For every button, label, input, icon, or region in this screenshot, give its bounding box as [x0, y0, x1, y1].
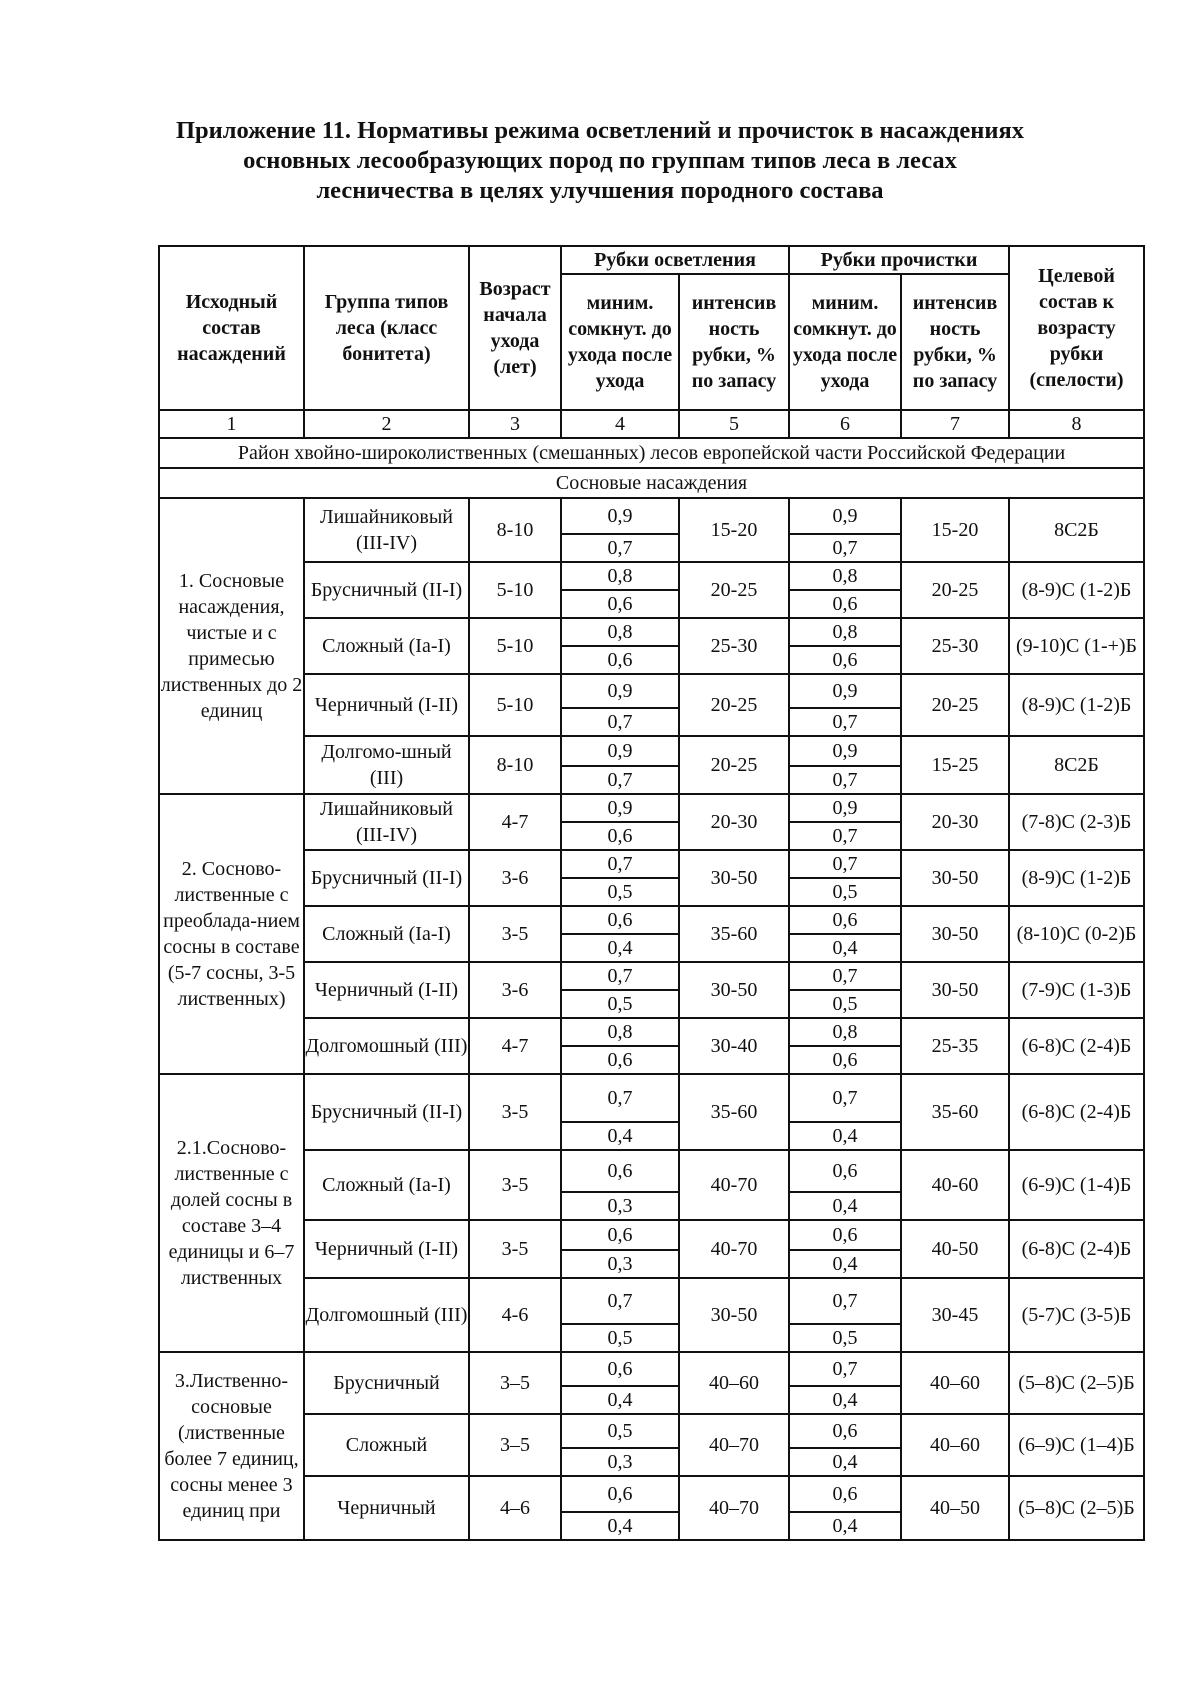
table-row: [159, 1018, 1144, 1046]
lighting-density-before: 0,9: [561, 674, 679, 708]
forest-type-cell: Лишайниковый (III-IV): [304, 794, 469, 850]
table-header: [159, 246, 1144, 438]
forest-type-cell: Черничный (I-II): [304, 962, 469, 1018]
document-title: [120, 116, 1080, 206]
lighting-density-before: 0,7: [561, 850, 679, 878]
cleaning-density-before: 0,8: [789, 562, 901, 590]
header-lighting-density: миним. сомкнут. до ухода после ухода: [561, 274, 679, 410]
cleaning-density-before: 0,7: [789, 850, 901, 878]
table-row: [159, 1150, 1144, 1192]
header-initial-composition: Исходный состав насаждений: [159, 246, 304, 410]
table-row: [159, 962, 1144, 990]
cleaning-density-after: 0,4: [789, 1512, 901, 1540]
forest-type-cell: Сложный (Iа-I): [304, 1150, 469, 1220]
cleaning-intensity-cell: 20-25: [901, 562, 1009, 618]
lighting-density-after: 0,7: [561, 534, 679, 562]
cleaning-density-before: 0,7: [789, 1074, 901, 1122]
lighting-intensity-cell: 40-70: [679, 1220, 789, 1278]
column-number: 5: [679, 410, 789, 438]
lighting-density-after: 0,3: [561, 1250, 679, 1278]
target-composition-cell: (6-8)С (2-4)Б: [1009, 1220, 1144, 1278]
lighting-intensity-cell: 20-25: [679, 736, 789, 794]
target-composition-cell: (8-10)С (0-2)Б: [1009, 906, 1144, 962]
table-row: [159, 618, 1144, 646]
column-number-row: [159, 410, 1144, 438]
title-line: основных лесообразующих пород по группам типов леса в лесах: [243, 147, 957, 174]
forest-type-cell: Сложный (Iа-I): [304, 906, 469, 962]
cleaning-intensity-cell: 15-20: [901, 498, 1009, 562]
cleaning-density-after: 0,7: [789, 708, 901, 736]
cleaning-intensity-cell: 25-30: [901, 618, 1009, 674]
lighting-density-after: 0,5: [561, 1324, 679, 1352]
start-age-cell: 3–5: [469, 1414, 561, 1476]
cleaning-density-after: 0,6: [789, 646, 901, 674]
table-row: [159, 1220, 1144, 1250]
table-row: [159, 1476, 1144, 1512]
cleaning-intensity-cell: 30-45: [901, 1278, 1009, 1352]
table-row: [159, 562, 1144, 590]
cleaning-density-before: 0,7: [789, 962, 901, 990]
lighting-density-before: 0,6: [561, 1476, 679, 1512]
lighting-intensity-cell: 40–70: [679, 1414, 789, 1476]
cleaning-intensity-cell: 25-35: [901, 1018, 1009, 1074]
table-row: [159, 674, 1144, 708]
table-row: [159, 1352, 1144, 1386]
forest-type-cell: Черничный (I-II): [304, 1220, 469, 1278]
forest-type-cell: Брусничный: [304, 1352, 469, 1414]
column-number: 7: [901, 410, 1009, 438]
start-age-cell: 4–6: [469, 1476, 561, 1540]
cleaning-density-before: 0,6: [789, 1414, 901, 1448]
lighting-intensity-cell: 30-40: [679, 1018, 789, 1074]
forest-type-cell: Лишайниковый (III-IV): [304, 498, 469, 562]
cleaning-density-after: 0,5: [789, 878, 901, 906]
start-age-cell: 8-10: [469, 498, 561, 562]
column-number: 1: [159, 410, 304, 438]
target-composition-cell: (8-9)С (1-2)Б: [1009, 850, 1144, 906]
start-age-cell: 4-7: [469, 1018, 561, 1074]
table-row: [159, 906, 1144, 934]
header-lighting-cuts: Рубки осветления: [561, 246, 789, 274]
cleaning-density-after: 0,5: [789, 1324, 901, 1352]
lighting-density-before: 0,6: [561, 1352, 679, 1386]
header-cleaning-intensity: интенсив ность рубки, % по запасу: [901, 274, 1009, 410]
target-composition-cell: (5-7)С (3-5)Б: [1009, 1278, 1144, 1352]
cleaning-density-after: 0,6: [789, 590, 901, 618]
forest-type-cell: Брусничный (II-I): [304, 850, 469, 906]
target-composition-cell: (6-8)С (2-4)Б: [1009, 1074, 1144, 1150]
target-composition-cell: (6-9)С (1-4)Б: [1009, 1150, 1144, 1220]
forest-type-cell: Сложный (Iа-I): [304, 618, 469, 674]
cleaning-density-after: 0,4: [789, 1448, 901, 1476]
cleaning-density-before: 0,6: [789, 1220, 901, 1250]
cleaning-intensity-cell: 30-50: [901, 850, 1009, 906]
cleaning-intensity-cell: 40-50: [901, 1220, 1009, 1278]
lighting-density-after: 0,6: [561, 1046, 679, 1074]
column-number: 4: [561, 410, 679, 438]
lighting-intensity-cell: 40-70: [679, 1150, 789, 1220]
target-composition-cell: (6-8)С (2-4)Б: [1009, 1018, 1144, 1074]
cleaning-intensity-cell: 30-50: [901, 906, 1009, 962]
target-composition-cell: 8С2Б: [1009, 736, 1144, 794]
cleaning-density-after: 0,7: [789, 534, 901, 562]
lighting-density-after: 0,4: [561, 1122, 679, 1150]
lighting-density-after: 0,5: [561, 878, 679, 906]
start-age-cell: 3-5: [469, 1150, 561, 1220]
start-age-cell: 3–5: [469, 1352, 561, 1414]
header-forest-type-group: Группа типов леса (класс бонитета): [304, 246, 469, 410]
lighting-density-before: 0,8: [561, 562, 679, 590]
start-age-cell: 8-10: [469, 736, 561, 794]
lighting-intensity-cell: 20-25: [679, 562, 789, 618]
cleaning-density-after: 0,6: [789, 1046, 901, 1074]
lighting-density-after: 0,7: [561, 766, 679, 794]
initial-composition-cell: 1. Сосновые насаждения, чистые и с примесью лиственных до 2 единиц: [159, 498, 304, 794]
header-target-composition: Целевой состав к возрасту рубки (спелости): [1009, 246, 1144, 410]
forest-type-cell: Долгомо-шный (III): [304, 736, 469, 794]
cleaning-density-after: 0,4: [789, 1250, 901, 1278]
cleaning-density-after: 0,7: [789, 822, 901, 850]
target-composition-cell: (9-10)С (1-+)Б: [1009, 618, 1144, 674]
cleaning-intensity-cell: 15-25: [901, 736, 1009, 794]
cleaning-intensity-cell: 20-30: [901, 794, 1009, 850]
cleaning-density-before: 0,6: [789, 1476, 901, 1512]
header-cleaning-density: миним. сомкнут. до ухода после ухода: [789, 274, 901, 410]
lighting-intensity-cell: 25-30: [679, 618, 789, 674]
lighting-density-before: 0,7: [561, 962, 679, 990]
cleaning-intensity-cell: 40–60: [901, 1414, 1009, 1476]
column-number: 6: [789, 410, 901, 438]
lighting-density-after: 0,7: [561, 708, 679, 736]
target-composition-cell: (7-9)С (1-3)Б: [1009, 962, 1144, 1018]
lighting-intensity-cell: 40–60: [679, 1352, 789, 1414]
column-number: 8: [1009, 410, 1144, 438]
start-age-cell: 3-6: [469, 962, 561, 1018]
initial-composition-cell: 3.Лиственно-сосновые (лиственные более 7 единиц, сосны менее 3 единиц при: [159, 1352, 304, 1540]
forest-type-cell: Брусничный (II-I): [304, 1074, 469, 1150]
table-row: [159, 1074, 1144, 1122]
lighting-density-before: 0,6: [561, 1150, 679, 1192]
region-row: [159, 438, 1144, 468]
table-row: [159, 1278, 1144, 1324]
lighting-density-before: 0,7: [561, 1074, 679, 1122]
cleaning-intensity-cell: 40-60: [901, 1150, 1009, 1220]
lighting-density-after: 0,4: [561, 1512, 679, 1540]
norms-table: [158, 245, 1145, 1541]
lighting-density-before: 0,8: [561, 618, 679, 646]
initial-composition-cell: 2. Сосново-лиственные с преоблада-нием сосны в составе (5-7 сосны, 3-5 лиственных): [159, 794, 304, 1074]
lighting-intensity-cell: 30-50: [679, 850, 789, 906]
table-row: [159, 1414, 1144, 1448]
table-body: [159, 438, 1144, 1540]
lighting-density-before: 0,7: [561, 1278, 679, 1324]
header-lighting-intensity: интенсив ность рубки, % по запасу: [679, 274, 789, 410]
target-composition-cell: (7-8)С (2-3)Б: [1009, 794, 1144, 850]
forest-type-cell: Брусничный (II-I): [304, 562, 469, 618]
lighting-intensity-cell: 40–70: [679, 1476, 789, 1540]
title-line: лесничества в целях улучшения породного состава: [316, 177, 884, 204]
table-row: [159, 850, 1144, 878]
lighting-density-after: 0,5: [561, 990, 679, 1018]
target-composition-cell: (5–8)С (2–5)Б: [1009, 1476, 1144, 1540]
start-age-cell: 3-6: [469, 850, 561, 906]
forest-type-cell: Черничный (I-II): [304, 674, 469, 736]
lighting-intensity-cell: 15-20: [679, 498, 789, 562]
lighting-density-after: 0,6: [561, 590, 679, 618]
cleaning-density-before: 0,9: [789, 794, 901, 822]
table-row: [159, 498, 1144, 534]
lighting-intensity-cell: 35-60: [679, 1074, 789, 1150]
cleaning-density-before: 0,7: [789, 1352, 901, 1386]
target-composition-cell: 8С2Б: [1009, 498, 1144, 562]
target-composition-cell: (5–8)С (2–5)Б: [1009, 1352, 1144, 1414]
lighting-intensity-cell: 30-50: [679, 1278, 789, 1352]
cleaning-density-after: 0,7: [789, 766, 901, 794]
cleaning-density-before: 0,9: [789, 674, 901, 708]
cleaning-intensity-cell: 35-60: [901, 1074, 1009, 1150]
start-age-cell: 5-10: [469, 618, 561, 674]
column-number: 3: [469, 410, 561, 438]
cleaning-intensity-cell: 20-25: [901, 674, 1009, 736]
cleaning-density-before: 0,6: [789, 906, 901, 934]
target-composition-cell: (8-9)С (1-2)Б: [1009, 674, 1144, 736]
cleaning-density-after: 0,4: [789, 934, 901, 962]
forest-type-cell: Черничный: [304, 1476, 469, 1540]
lighting-density-after: 0,3: [561, 1448, 679, 1476]
table-row: [159, 794, 1144, 822]
cleaning-intensity-cell: 40–60: [901, 1352, 1009, 1414]
lighting-intensity-cell: 30-50: [679, 962, 789, 1018]
lighting-density-after: 0,6: [561, 822, 679, 850]
start-age-cell: 3-5: [469, 906, 561, 962]
cleaning-density-after: 0,4: [789, 1386, 901, 1414]
start-age-cell: 5-10: [469, 674, 561, 736]
stand-kind-label: Сосновые насаждения: [159, 468, 1144, 498]
stand-kind-row: [159, 468, 1144, 498]
cleaning-density-after: 0,5: [789, 990, 901, 1018]
forest-type-cell: Долгомошный (III): [304, 1278, 469, 1352]
lighting-density-after: 0,4: [561, 934, 679, 962]
cleaning-density-before: 0,9: [789, 498, 901, 534]
cleaning-density-after: 0,4: [789, 1122, 901, 1150]
title-line: Приложение 11. Нормативы режима осветлений и прочисток в насаждениях: [175, 117, 1024, 144]
forest-type-cell: Долгомошный (III): [304, 1018, 469, 1074]
lighting-density-before: 0,9: [561, 794, 679, 822]
lighting-density-before: 0,9: [561, 498, 679, 534]
lighting-density-before: 0,5: [561, 1414, 679, 1448]
cleaning-density-before: 0,8: [789, 618, 901, 646]
cleaning-density-after: 0,4: [789, 1192, 901, 1220]
region-label: Район хвойно-широколиственных (смешанных) лесов европейской части Российской Федерации: [159, 438, 1144, 468]
lighting-density-after: 0,4: [561, 1386, 679, 1414]
initial-composition-cell: 2.1.Сосново-лиственные с долей сосны в составе 3–4 единицы и 6–7 лиственных: [159, 1074, 304, 1352]
cleaning-density-before: 0,9: [789, 736, 901, 766]
lighting-density-before: 0,6: [561, 906, 679, 934]
lighting-density-before: 0,8: [561, 1018, 679, 1046]
forest-type-cell: Сложный: [304, 1414, 469, 1476]
cleaning-density-before: 0,6: [789, 1150, 901, 1192]
lighting-intensity-cell: 35-60: [679, 906, 789, 962]
start-age-cell: 3-5: [469, 1074, 561, 1150]
header-start-age: Возраст начала ухода (лет): [469, 246, 561, 410]
start-age-cell: 4-6: [469, 1278, 561, 1352]
target-composition-cell: (8-9)С (1-2)Б: [1009, 562, 1144, 618]
column-number: 2: [304, 410, 469, 438]
lighting-density-before: 0,6: [561, 1220, 679, 1250]
cleaning-density-before: 0,8: [789, 1018, 901, 1046]
cleaning-intensity-cell: 30-50: [901, 962, 1009, 1018]
lighting-density-before: 0,9: [561, 736, 679, 766]
cleaning-intensity-cell: 40–50: [901, 1476, 1009, 1540]
header-cleaning-cuts: Рубки прочистки: [789, 246, 1009, 274]
start-age-cell: 5-10: [469, 562, 561, 618]
lighting-density-after: 0,6: [561, 646, 679, 674]
start-age-cell: 4-7: [469, 794, 561, 850]
target-composition-cell: (6–9)С (1–4)Б: [1009, 1414, 1144, 1476]
lighting-density-after: 0,3: [561, 1192, 679, 1220]
lighting-intensity-cell: 20-30: [679, 794, 789, 850]
cleaning-density-before: 0,7: [789, 1278, 901, 1324]
start-age-cell: 3-5: [469, 1220, 561, 1278]
table-row: [159, 736, 1144, 766]
lighting-intensity-cell: 20-25: [679, 674, 789, 736]
